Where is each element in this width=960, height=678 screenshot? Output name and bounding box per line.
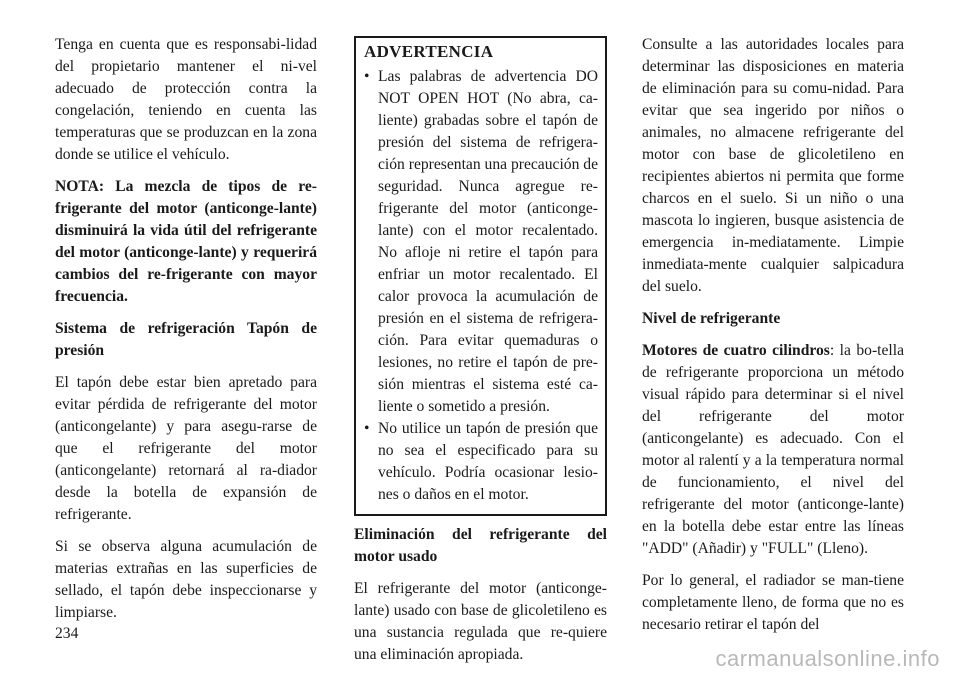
warning-title: ADVERTENCIA	[364, 42, 494, 61]
paragraph-responsibility: Tenga en cuenta que es responsabi-lidad del propietario mantener el ni-vel adecuado de protección contra la congelación, teniendo en cuenta las temperaturas que se produzcan en la zona donde se utilice el vehículo.	[55, 36, 317, 163]
page-number: 234	[55, 625, 79, 642]
four-cylinder-text: : la bo-tella de refrigerante proporciona un método visual rápido para determinar si el nivel del refrigerante del motor (anticongelante) es adecuado. Con el motor al ralentí y a la temperatura normal de funcionamiento, el nivel del refrigerante del motor (anticonge-lante) en la botella debe estar entre las líneas "ADD" (Añadir) y "FULL" (Lleno).	[642, 342, 904, 557]
warning-list	[364, 66, 598, 506]
paragraph-local-authorities: Consulte a las autoridades locales para determinar las disposiciones en materia de eliminación para su comu-nidad. Para evitar que sea ingerido por niños o animales, no almacene refrigerante del motor con base de glicoletileno en recipientes abiertos ni permita que forme charcos en el suelo. Si un niño o una mascota lo ingieren, busque asistencia de emergencia in-mediatamente. Limpie inmediata-mente cualquier salpicadura del suelo.	[642, 36, 904, 295]
bullet-icon: •	[364, 420, 370, 437]
watermark: carmanualsonline.info	[715, 646, 940, 671]
paragraph-cap-tight: El tapón debe estar bien apretado para evitar pérdida de refrigerante del motor (anticongelante) y para asegu-rarse de que el refrigerante del motor (anticongelante) retornará al ra-diador desde la botella de expansión de refrigerante.	[55, 374, 317, 523]
paragraph-disposal: El refrigerante del motor (anticonge-lante) usado con base de glicoletileno es una sustancia regulada que re-quiere una eliminación apropiada.	[354, 580, 607, 663]
paragraph-four-cylinder	[642, 340, 904, 560]
column-right	[642, 34, 904, 646]
warning-box	[354, 36, 607, 516]
heading-coolant-level: Nivel de refrigerante	[642, 310, 781, 327]
bullet-icon: •	[364, 68, 370, 85]
heading-pressure-cap: Sistema de refrigeración Tapón de presión	[55, 320, 317, 359]
column-left	[55, 34, 317, 634]
heading-used-coolant-disposal: Eliminación del refrigerante del motor usado	[354, 526, 607, 565]
warning-item-text: Las palabras de advertencia DO NOT OPEN HOT (No abra, ca-liente) grabadas sobre el tapón de presión del sistema de refrigera-ción representan una precaución de seguridad. Nunca agregue re-frigerante del motor (anticonge-lante) con el motor recalentado. No afloje ni retire el tapón para enfriar un motor recalentado. El calor provoca la acumulación de presión en el sistema de refrigera-ción. Para evitar quemaduras o lesiones, no retire el tapón de pre-sión mientras el sistema esté ca-liente o sometido a presión.	[378, 68, 598, 415]
warning-item-text: No utilice un tapón de presión que no sea el especificado para su vehículo. Podría ocasionar lesio-nes o daños en el motor.	[378, 420, 598, 503]
note-coolant-mixing: NOTA: La mezcla de tipos de re-frigerante del motor (anticonge-lante) disminuirá la vida útil del refrigerante del motor (anticonge-lante) y requerirá cambios del re-frigerante con mayor frecuencia.	[55, 178, 317, 305]
column-middle	[354, 34, 607, 676]
four-cylinder-lead: Motores de cuatro cilindros	[642, 342, 830, 359]
paragraph-cap-inspect: Si se observa alguna acumulación de materias extrañas en las superficies de sellado, el tapón debe inspeccionarse y limpiarse.	[55, 538, 317, 621]
warning-item	[364, 66, 598, 418]
paragraph-radiator-full: Por lo general, el radiador se man-tiene completamente lleno, de forma que no es necesario retirar el tapón del	[642, 572, 904, 633]
warning-item	[364, 418, 598, 506]
